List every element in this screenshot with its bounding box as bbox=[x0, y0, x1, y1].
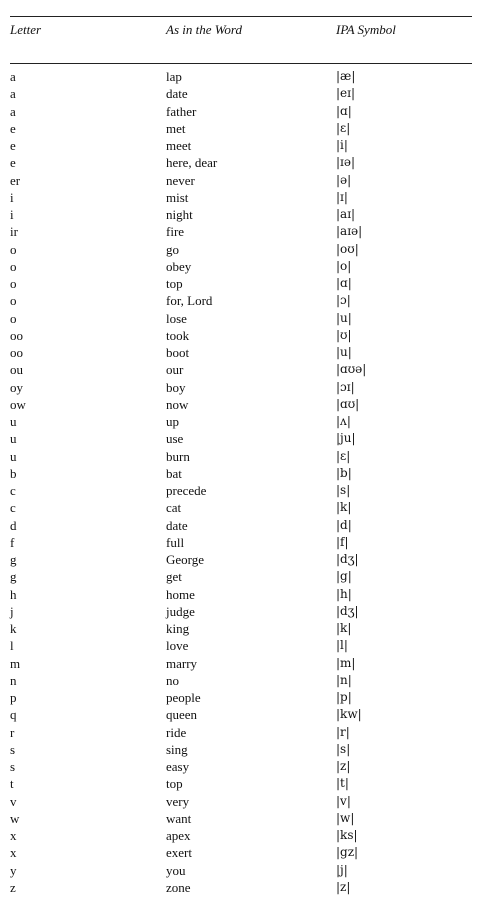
letter-cell: w bbox=[10, 810, 20, 826]
word-cell: bat bbox=[166, 465, 182, 481]
letter-cell: s bbox=[10, 759, 16, 774]
letter-cell: z bbox=[10, 879, 16, 895]
word-cell: very bbox=[166, 793, 190, 809]
table-row bbox=[10, 517, 472, 534]
word-cell: night bbox=[166, 207, 193, 222]
letter-cell: o bbox=[10, 258, 17, 274]
table-row bbox=[10, 430, 472, 447]
letter-cell: ow bbox=[10, 396, 26, 412]
table-row bbox=[10, 810, 472, 827]
word-cell: our bbox=[166, 362, 184, 378]
letter-cell: p bbox=[10, 690, 17, 705]
letter-cell: c bbox=[10, 483, 16, 498]
word-cell: lap bbox=[166, 69, 182, 84]
table-row bbox=[10, 310, 472, 327]
ipa-cell: |ɑʊ| bbox=[336, 396, 360, 411]
word-cell: for, Lord bbox=[166, 293, 213, 309]
letter-cell: u bbox=[10, 431, 17, 447]
table-row bbox=[10, 172, 472, 189]
table-row bbox=[10, 758, 472, 775]
word-cell: apex bbox=[166, 828, 191, 843]
word-cell: date bbox=[166, 86, 188, 102]
word-cell: zone bbox=[166, 879, 191, 895]
table-row bbox=[10, 862, 472, 879]
table-row bbox=[10, 689, 472, 706]
ipa-cell: |g| bbox=[336, 569, 352, 584]
letter-cell: ir bbox=[10, 224, 18, 240]
word-cell: get bbox=[166, 569, 182, 585]
header-ipa: IPA Symbol bbox=[336, 22, 396, 37]
letter-cell: s bbox=[10, 741, 16, 757]
ipa-cell: |o| bbox=[336, 258, 352, 273]
table-row bbox=[10, 379, 472, 396]
table-row bbox=[10, 413, 472, 430]
letter-cell: i bbox=[10, 207, 14, 222]
letter-cell: oy bbox=[10, 379, 23, 395]
table-row bbox=[10, 68, 472, 85]
ipa-cell: |oʊ| bbox=[336, 241, 359, 256]
ipa-cell: |r| bbox=[336, 724, 350, 739]
word-cell: exert bbox=[166, 845, 192, 861]
ipa-cell: |ɑ| bbox=[336, 276, 352, 290]
ipa-cell: |b| bbox=[336, 465, 352, 480]
ipa-cell: |aɪ| bbox=[336, 207, 356, 221]
table-row bbox=[10, 741, 472, 758]
table-row bbox=[10, 844, 472, 861]
letter-cell: r bbox=[10, 724, 15, 740]
letter-cell: g bbox=[10, 552, 17, 567]
table-row bbox=[10, 603, 472, 620]
word-cell: top bbox=[166, 776, 183, 792]
ipa-cell: |j| bbox=[336, 862, 348, 877]
ipa-cell: |dʒ| bbox=[336, 552, 359, 566]
word-cell: up bbox=[166, 414, 179, 429]
table-row bbox=[10, 793, 472, 810]
table-row bbox=[10, 827, 472, 844]
table-row bbox=[10, 655, 472, 672]
ipa-cell: |z| bbox=[336, 879, 351, 894]
table-row bbox=[10, 85, 472, 102]
word-cell: cat bbox=[166, 500, 182, 516]
ipa-cell: |ʊ| bbox=[336, 327, 352, 342]
word-cell: top bbox=[166, 276, 183, 291]
word-cell: queen bbox=[166, 707, 198, 723]
ipa-cell: |d| bbox=[336, 517, 352, 532]
ipa-cell: |s| bbox=[336, 741, 351, 756]
ipa-cell: |l| bbox=[336, 638, 348, 653]
table-row bbox=[10, 465, 472, 482]
word-cell: ride bbox=[166, 724, 187, 740]
ipa-cell: |k| bbox=[336, 500, 352, 515]
letter-cell: ou bbox=[10, 362, 23, 378]
table-row bbox=[10, 292, 472, 309]
table-header bbox=[10, 22, 472, 60]
table-row bbox=[10, 448, 472, 465]
letter-cell: k bbox=[10, 621, 17, 636]
word-cell: love bbox=[166, 638, 189, 654]
word-cell: now bbox=[166, 396, 189, 412]
ipa-cell: |ɔɪ| bbox=[336, 379, 355, 394]
ipa-cell: |eɪ| bbox=[336, 86, 356, 101]
table-row bbox=[10, 775, 472, 792]
letter-cell: e bbox=[10, 138, 16, 153]
word-cell: no bbox=[166, 672, 179, 688]
ipa-cell: |i| bbox=[336, 138, 348, 152]
letter-cell: v bbox=[10, 793, 17, 809]
word-cell: took bbox=[166, 327, 190, 343]
letter-cell: j bbox=[10, 603, 14, 619]
word-cell: king bbox=[166, 621, 190, 636]
letter-cell: o bbox=[10, 241, 17, 257]
table-row bbox=[10, 551, 472, 568]
letter-cell: n bbox=[10, 672, 17, 688]
letter-cell: u bbox=[10, 448, 17, 464]
word-cell: meet bbox=[166, 138, 192, 153]
word-cell: lose bbox=[166, 310, 187, 326]
ipa-cell: |p| bbox=[336, 690, 352, 704]
word-cell: home bbox=[166, 586, 195, 602]
ipa-cell: |n| bbox=[336, 672, 352, 687]
ipa-cell: |m| bbox=[336, 655, 356, 670]
word-cell: people bbox=[166, 690, 201, 705]
ipa-cell: |w| bbox=[336, 810, 355, 825]
ipa-cell: |ə| bbox=[336, 172, 352, 187]
letter-cell: b bbox=[10, 465, 17, 481]
header-rule bbox=[10, 63, 472, 64]
letter-cell: er bbox=[10, 172, 21, 188]
ipa-cell: |s| bbox=[336, 483, 351, 497]
ipa-cell: |t| bbox=[336, 776, 349, 791]
table-row bbox=[10, 344, 472, 361]
ipa-cell: |h| bbox=[336, 586, 352, 601]
table-row bbox=[10, 706, 472, 723]
letter-cell: a bbox=[10, 86, 16, 102]
word-cell: use bbox=[166, 431, 184, 447]
table-row bbox=[10, 223, 472, 240]
ipa-cell: |ʌ| bbox=[336, 414, 351, 428]
header-letter: Letter bbox=[10, 22, 42, 37]
table-row bbox=[10, 103, 472, 120]
ipa-cell: |k| bbox=[336, 621, 352, 635]
letter-cell: q bbox=[10, 707, 17, 723]
table-body bbox=[10, 68, 472, 896]
word-cell: met bbox=[166, 120, 186, 136]
letter-cell: oo bbox=[10, 345, 23, 360]
ipa-cell: |ɑʊə| bbox=[336, 362, 367, 377]
table-row bbox=[10, 275, 472, 292]
table-row bbox=[10, 206, 472, 223]
letter-cell: a bbox=[10, 69, 16, 84]
ipa-cell: |ju| bbox=[336, 431, 356, 446]
ipa-cell: |aɪə| bbox=[336, 224, 363, 239]
ipa-cell: |u| bbox=[336, 310, 352, 325]
table-row bbox=[10, 672, 472, 689]
table-row bbox=[10, 620, 472, 637]
table-row bbox=[10, 396, 472, 413]
ipa-cell: |ɑ| bbox=[336, 103, 352, 118]
letter-cell: oo bbox=[10, 327, 23, 343]
ipa-table bbox=[10, 16, 472, 896]
word-cell: judge bbox=[166, 603, 195, 619]
ipa-cell: |ɪ| bbox=[336, 189, 348, 204]
letter-cell: c bbox=[10, 500, 16, 516]
letter-cell: h bbox=[10, 586, 17, 602]
table-row bbox=[10, 189, 472, 206]
letter-cell: e bbox=[10, 120, 16, 136]
word-cell: father bbox=[166, 103, 197, 119]
table-row bbox=[10, 154, 472, 171]
letter-cell: x bbox=[10, 828, 17, 843]
letter-cell: x bbox=[10, 845, 17, 861]
table-row bbox=[10, 724, 472, 741]
top-rule bbox=[10, 16, 472, 17]
ipa-cell: |z| bbox=[336, 759, 351, 773]
ipa-cell: |kw| bbox=[336, 707, 362, 722]
word-cell: you bbox=[166, 862, 186, 878]
letter-cell: o bbox=[10, 293, 17, 309]
table-row bbox=[10, 327, 472, 344]
ipa-cell: |ɛ| bbox=[336, 120, 351, 135]
word-cell: want bbox=[166, 810, 192, 826]
table-row bbox=[10, 361, 472, 378]
letter-cell: y bbox=[10, 862, 17, 878]
word-cell: date bbox=[166, 517, 188, 533]
table-row bbox=[10, 241, 472, 258]
letter-cell: m bbox=[10, 655, 21, 671]
table-row bbox=[10, 120, 472, 137]
letter-cell: i bbox=[10, 189, 14, 205]
table-row bbox=[10, 637, 472, 654]
word-cell: go bbox=[166, 241, 179, 257]
ipa-cell: |u| bbox=[336, 345, 352, 359]
ipa-cell: |ks| bbox=[336, 828, 358, 842]
ipa-cell: |ɛ| bbox=[336, 448, 351, 463]
letter-cell: l bbox=[10, 638, 14, 654]
table-row bbox=[10, 258, 472, 275]
word-cell: marry bbox=[166, 655, 198, 671]
word-cell: boy bbox=[166, 379, 186, 395]
word-cell: never bbox=[166, 172, 195, 188]
ipa-cell: |ɔ| bbox=[336, 293, 351, 308]
word-cell: easy bbox=[166, 759, 190, 774]
ipa-cell: |v| bbox=[336, 793, 351, 808]
letter-cell: e bbox=[10, 155, 16, 171]
letter-cell: t bbox=[10, 776, 14, 792]
table-row bbox=[10, 568, 472, 585]
table-row bbox=[10, 534, 472, 551]
table-row bbox=[10, 137, 472, 154]
letter-cell: u bbox=[10, 414, 17, 429]
letter-cell: g bbox=[10, 569, 17, 585]
ipa-cell: |f| bbox=[336, 534, 349, 549]
word-cell: fire bbox=[166, 224, 185, 240]
word-cell: mist bbox=[166, 189, 189, 205]
word-cell: precede bbox=[166, 483, 207, 498]
letter-cell: a bbox=[10, 103, 16, 119]
letter-cell: d bbox=[10, 517, 17, 533]
table-row bbox=[10, 586, 472, 603]
word-cell: burn bbox=[166, 448, 190, 464]
ipa-cell: |gz| bbox=[336, 845, 359, 860]
table-row bbox=[10, 879, 472, 896]
word-cell: George bbox=[166, 552, 205, 567]
word-cell: full bbox=[166, 534, 185, 550]
letter-cell: f bbox=[10, 534, 15, 550]
letter-cell: o bbox=[10, 310, 17, 326]
header-word: As in the Word bbox=[166, 22, 242, 37]
table-row bbox=[10, 499, 472, 516]
word-cell: sing bbox=[166, 741, 188, 757]
ipa-cell: |æ| bbox=[336, 69, 356, 83]
word-cell: boot bbox=[166, 345, 190, 360]
ipa-cell: |dʒ| bbox=[336, 603, 359, 618]
word-cell: obey bbox=[166, 258, 192, 274]
letter-cell: o bbox=[10, 276, 17, 291]
ipa-cell: |ɪə| bbox=[336, 155, 356, 170]
word-cell: here, dear bbox=[166, 155, 218, 171]
table-row bbox=[10, 482, 472, 499]
